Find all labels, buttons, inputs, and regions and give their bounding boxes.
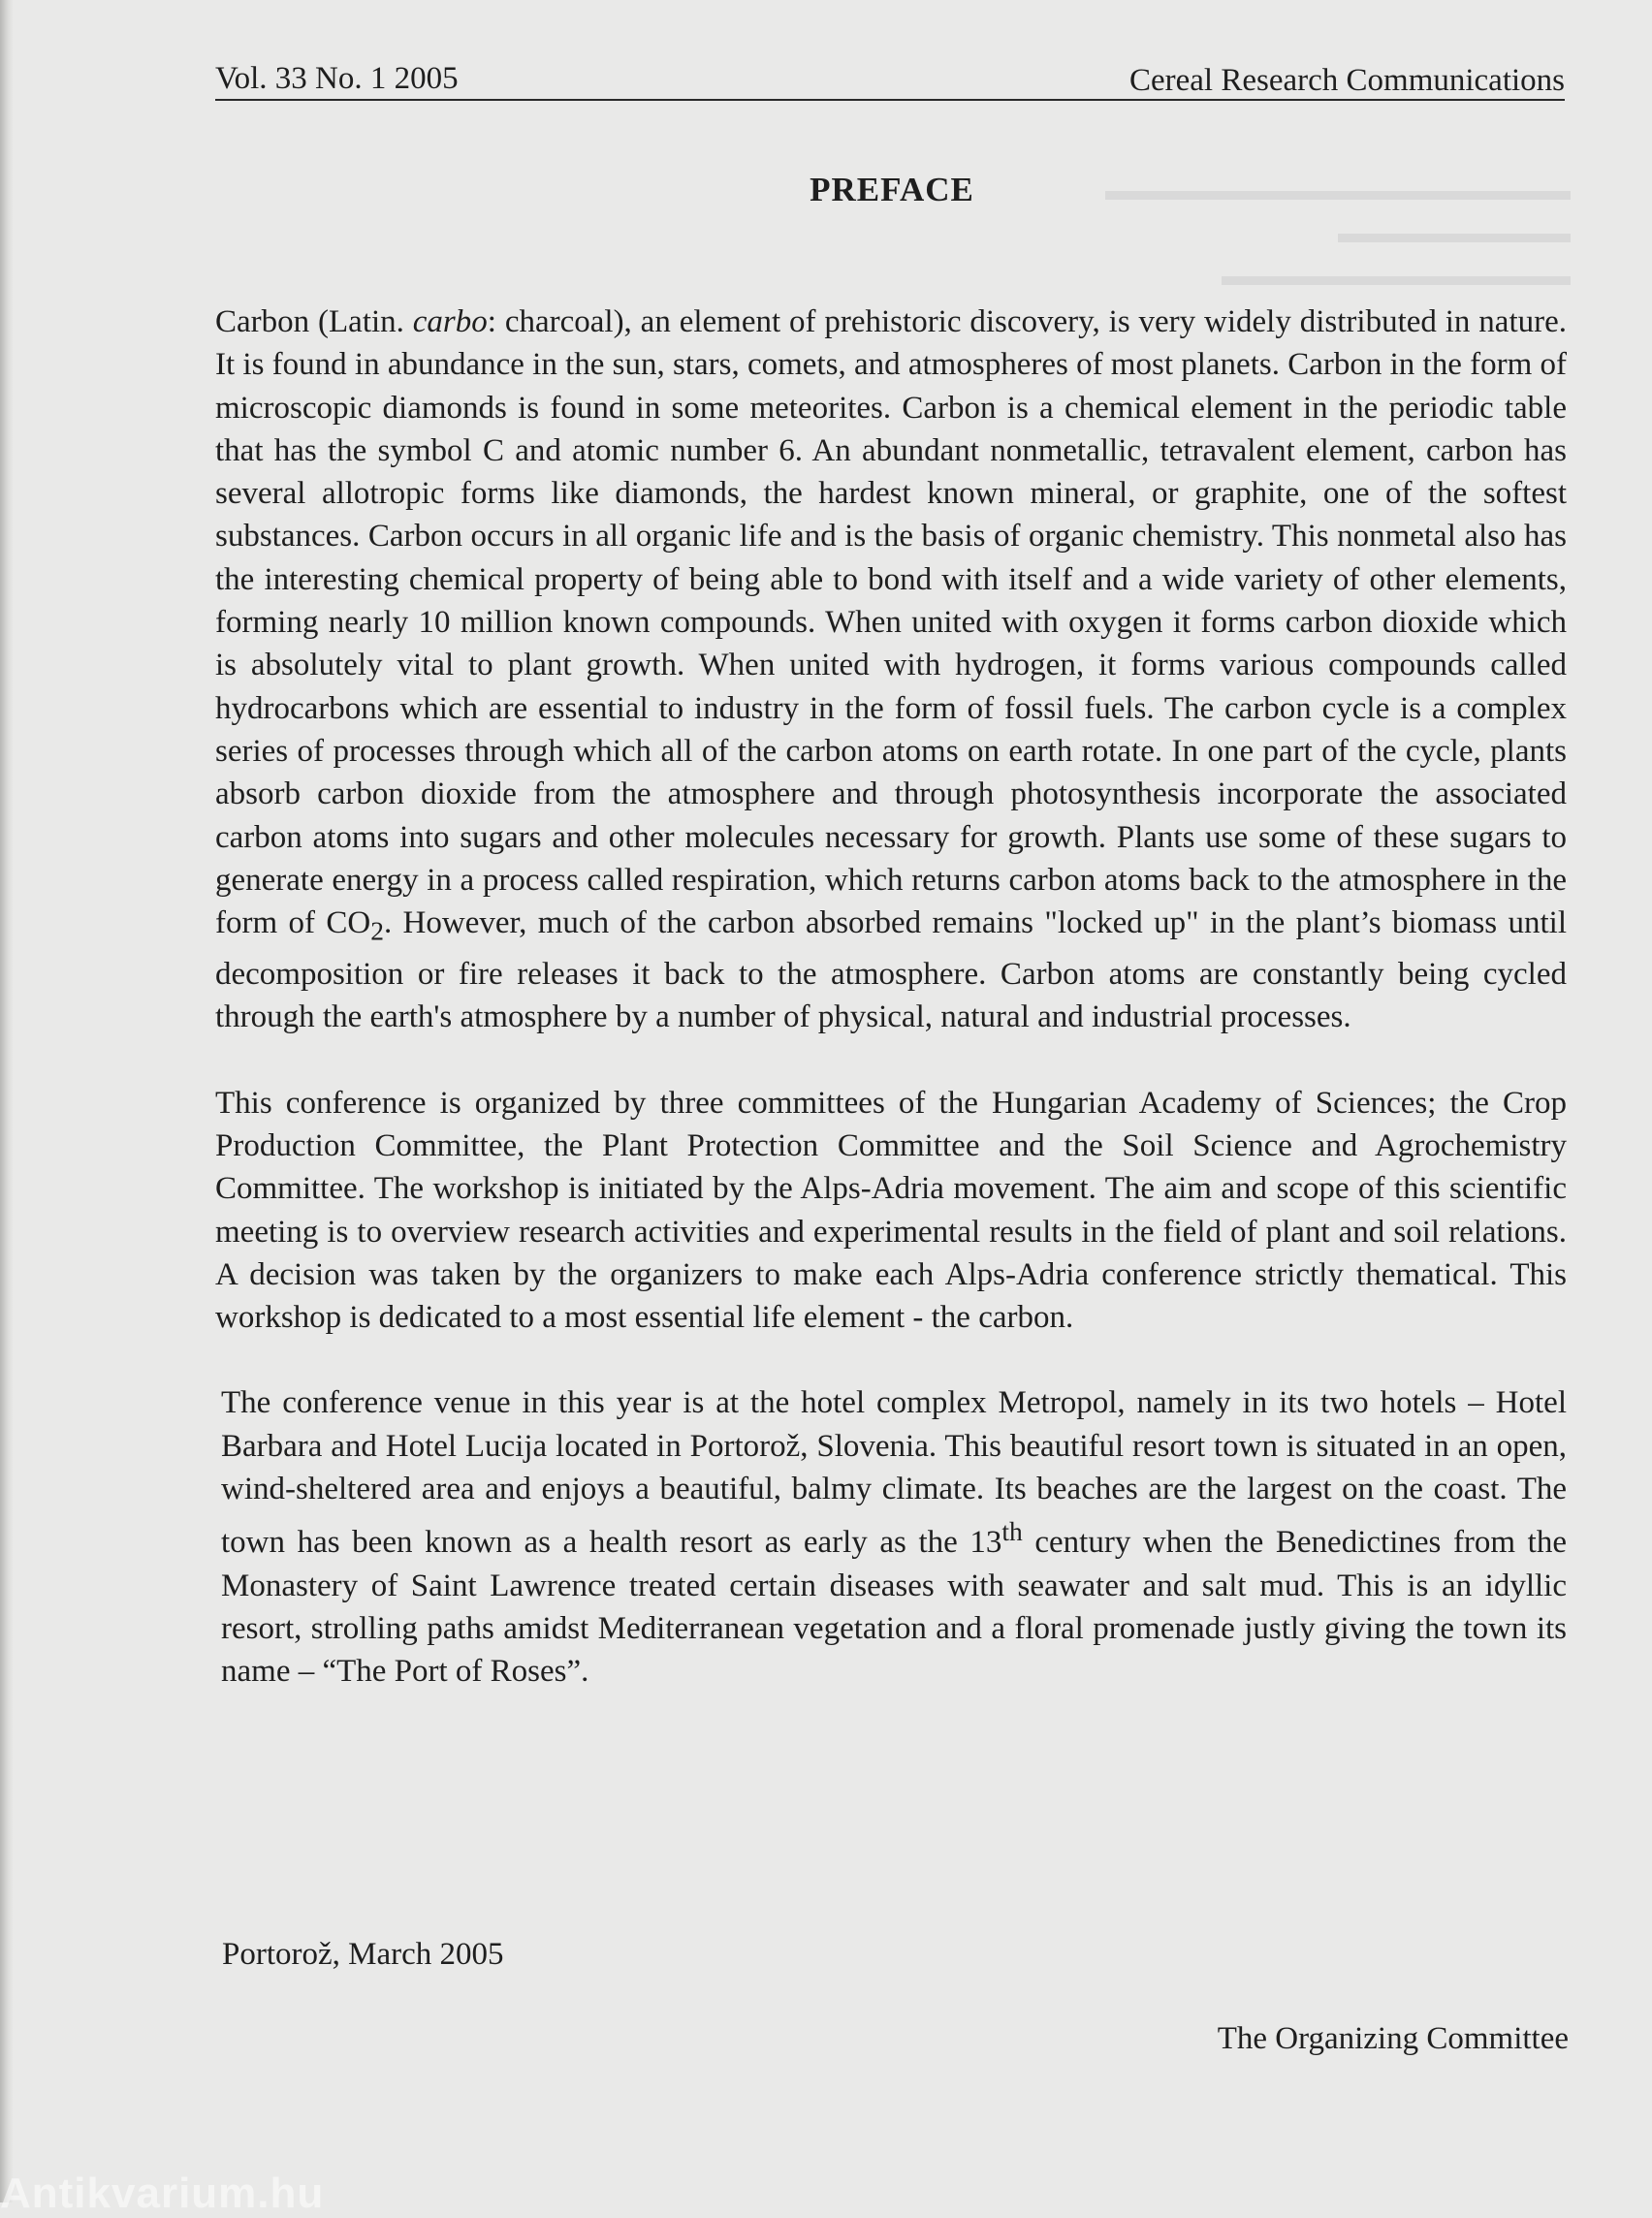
paragraph-carbon bbox=[215, 301, 1567, 1039]
century-superscript: th bbox=[1001, 1516, 1023, 1547]
journal-title: Cereal Research Communications bbox=[1128, 63, 1565, 98]
place-date: Portorož, March 2005 bbox=[222, 1937, 504, 1972]
watermark: Antikvarium.hu bbox=[0, 2170, 325, 2217]
latin-term: carbo bbox=[412, 304, 488, 339]
paragraph-venue bbox=[215, 1381, 1567, 1693]
paragraph-carbon-text: : charcoal), an element of prehistoric discovery, is very widely distributed in nature. It is found in abundance in the sun, stars, comets, and atmospheres of most planets. Carbon in the form of microscopic diamonds is found in some meteorites. Carbon is a chemical element in the periodic table that has the symbol C and atomic number 6. An abundant nonmetallic, tetravalent element, carbon has several allotropic forms like diamonds, the hardest known mineral, or graphite, one of the softest substances. Carbon occurs in all organic life and is the basis of organic chemistry. This nonmetal also has the interesting chemical property of being able to bond with itself and a wide variety of other elements, forming nearly 10 million known compounds. When united with oxygen it forms carbon dioxide which is absolutely vital to plant growth. When united with hydrogen, it forms various compounds called hydrocarbons which are essential to industry in the form of fossil fuels. The carbon cycle is a complex series of processes through which all of the carbon atoms on earth rotate. In one part of the cycle, plants absorb carbon dioxide from the atmosphere and through photosynthesis incorporate the associated carbon atoms into sugars and other molecules necessary for growth. Plants use some of these sugars to generate energy in a process called respiration, which returns carbon atoms back to the atmosphere in the form of CO bbox=[215, 304, 1567, 941]
paragraph-venue-start: The conference venue in this year is at the hotel complex Metropol, namely in its two hotels – Hotel Barbara and Hotel Lucija located in Portorož, Slovenia. This beautiful resort town is situated in an open, wind-sheltered area and enjoys a beautiful, balmy climate. Its beaches are the largest on the coast. The town has been known as a health resort as early as the 13 bbox=[221, 1385, 1567, 1561]
paragraph-conference: This conference is organized by three committees of the Hungarian Academy of Sciences; the Crop Production Committee, the Plant Protection Committee and the Soil Science and Agrochemistry Committee. The workshop is initiated by the Alps-Adria movement. The aim and scope of this scientific meeting is to overview research activities and experimental results in the field of plant and soil relations. A decision was taken by the organizers to make each Alps-Adria conference strictly thematical. This workshop is dedicated to a most essential life element - the carbon. bbox=[215, 1085, 1567, 1336]
paragraph-carbon-end: . However, much of the carbon absorbed remains "locked up" in the plant’s biomass until decomposition or fire releases it back to the atmosphere. Carbon atoms are constantly being cycled through the earth's atmosphere by a number of physical, natural and industrial processes. bbox=[215, 905, 1567, 1035]
paragraph-venue-end: century when the Benedictines from the Monastery of Saint Lawrence treated certain diseases with seawater and salt mud. This is an idyllic resort, strolling paths amidst Mediterranean vegetation and a floral promenade justly giving the town its name – “The Port of Roses”. bbox=[221, 1525, 1567, 1690]
paragraph-carbon-intro: Carbon (Latin. bbox=[215, 304, 413, 339]
page-edge bbox=[0, 0, 14, 2202]
signature: The Organizing Committee bbox=[1217, 2021, 1569, 2056]
co2-subscript: 2 bbox=[370, 915, 384, 946]
show-through-from-next-page: ▬▬▬▬▬▬▬▬▬▬▬▬▬▬▬▬ ▬▬▬▬▬▬▬▬ ▬▬▬▬▬▬▬▬▬▬▬▬ bbox=[1105, 174, 1571, 292]
journal-volume: Vol. 33 No. 1 2005 bbox=[215, 61, 459, 96]
running-header bbox=[215, 56, 1565, 101]
preface-body bbox=[215, 301, 1567, 1694]
page-title: PREFACE bbox=[810, 171, 974, 208]
